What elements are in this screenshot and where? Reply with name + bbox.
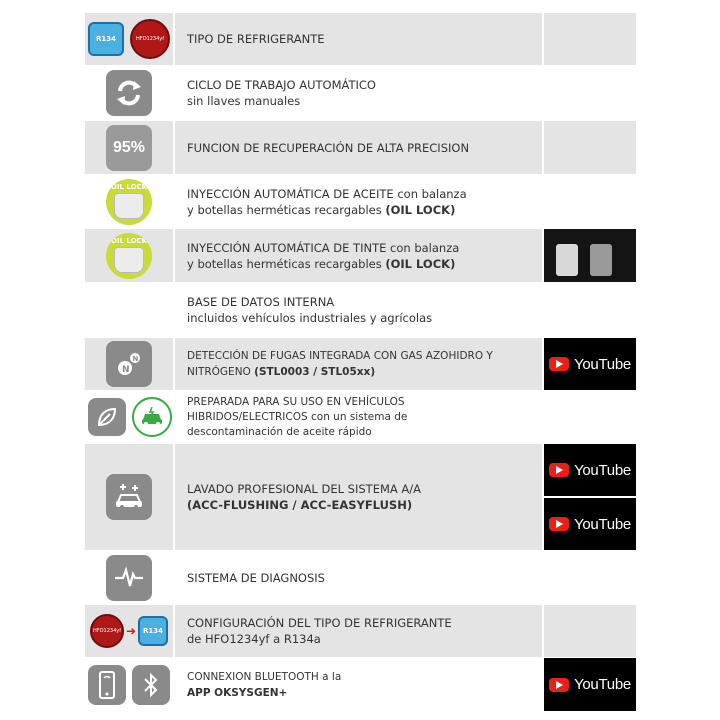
youtube-video-button-2[interactable] <box>544 498 636 550</box>
youtube-label: YouTube <box>574 676 631 693</box>
feature-text <box>175 175 542 228</box>
feature-subtitle-bold: (OIL LOCK) <box>385 202 456 217</box>
feature-title: PREPARADA PARA SU USO EN VEHÍCULOS <box>187 395 405 408</box>
oil-lock-icon <box>106 179 152 225</box>
icon-cell <box>85 338 175 390</box>
feature-text <box>175 444 542 550</box>
feature-text <box>175 605 542 657</box>
heartbeat-diagnosis-icon <box>106 555 152 601</box>
r134-badge-label: R134 <box>95 35 116 43</box>
feature-title: CONNEXION BLUETOOTH a la <box>187 670 342 683</box>
media-cell-video <box>542 338 636 390</box>
feature-text <box>175 229 542 282</box>
media-cell-empty <box>542 13 636 65</box>
icon-cell <box>85 658 175 711</box>
media-cell-videos <box>542 444 636 550</box>
electric-car-icon <box>132 397 172 437</box>
feature-subtitle-text: NITRÓGENO <box>187 366 255 378</box>
smartphone-icon <box>88 665 126 705</box>
feature-subtitle-bold: APP OKSYSGEN+ <box>187 686 288 699</box>
feature-title: SISTEMA DE DIAGNOSIS <box>187 570 325 585</box>
icon-cell <box>85 444 175 550</box>
media-cell-empty <box>542 551 636 604</box>
feature-text <box>175 551 542 604</box>
feature-title: CICLO DE TRABAJO AUTOMÁTICO <box>187 78 376 92</box>
feature-row-refrigerant-type <box>85 13 638 66</box>
feature-row-dye-injection <box>85 229 638 283</box>
features-table <box>85 13 638 712</box>
feature-text <box>175 338 542 390</box>
icon-cell <box>85 391 175 443</box>
feature-title: BASE DE DATOS INTERNA <box>187 295 335 309</box>
feature-subtitle: HIBRIDOS/ELECTRICOS con un sistema de <box>187 410 408 423</box>
feature-row-diagnosis <box>85 551 638 605</box>
youtube-play-icon <box>549 463 569 477</box>
youtube-play-icon <box>549 678 569 692</box>
media-cell-empty <box>542 66 636 120</box>
feature-subtitle-text: y botellas herméticas recargables <box>187 202 386 217</box>
feature-subtitle: descontaminación de aceite rápido <box>187 425 372 438</box>
hfo-badge-icon <box>90 614 124 648</box>
icon-cell <box>85 229 175 282</box>
feature-subtitle <box>187 364 532 380</box>
media-cell-video <box>542 658 636 711</box>
oil-bottle-shape <box>114 193 144 219</box>
feature-subtitle: sin llaves manuales <box>187 94 301 108</box>
bottles-photo[interactable] <box>544 229 636 282</box>
oil-bottle-shape <box>114 247 144 273</box>
refrigerant-icons <box>85 13 175 65</box>
youtube-play-icon <box>549 357 569 371</box>
icon-cell <box>85 121 175 174</box>
svg-text:N: N <box>132 355 139 363</box>
feature-subtitle: incluidos vehículos industriales y agrícolas <box>187 311 433 325</box>
refresh-cycle-icon <box>106 70 152 116</box>
feature-subtitle: de HFO1234yf a R134a <box>187 632 321 646</box>
percent-95-icon <box>106 125 152 171</box>
hfo-badge-label: HFO1234yf <box>135 36 164 42</box>
icon-cell <box>85 175 175 228</box>
oil-lock-icon <box>106 233 152 279</box>
feature-row-refrigerant-config <box>85 605 638 658</box>
icon-cell <box>85 551 175 604</box>
feature-text <box>175 283 542 337</box>
feature-title: TIPO DE REFRIGERANTE <box>187 32 325 46</box>
hfo-badge-icon <box>130 19 170 59</box>
media-cell-empty <box>542 605 636 657</box>
feature-text <box>175 658 542 711</box>
icon-cell <box>85 283 175 337</box>
feature-row-recovery <box>85 121 638 175</box>
feature-row-flushing <box>85 444 638 551</box>
feature-title: LAVADO PROFESIONAL DEL SISTEMA A/A <box>187 482 422 496</box>
feature-title: INYECCIÓN AUTOMÁTICA DE ACEITE con balanza <box>187 186 467 201</box>
youtube-label: YouTube <box>574 515 631 533</box>
feature-title: CONFIGURACIÓN DEL TIPO DE REFRIGERANTE <box>187 616 452 630</box>
feature-text <box>175 391 542 443</box>
media-cell-empty <box>542 121 636 174</box>
feature-row-oil-injection <box>85 175 638 229</box>
feature-title: DETECCIÓN DE FUGAS INTEGRADA CON GAS AZOHIDRO Y <box>187 350 493 362</box>
youtube-play-icon <box>549 517 569 531</box>
r134-badge-label: R134 <box>143 627 164 635</box>
feature-row-database <box>85 283 638 338</box>
feature-row-auto-cycle <box>85 66 638 121</box>
icon-cell <box>85 605 175 657</box>
media-cell-empty <box>542 391 636 443</box>
feature-subtitle-bold: (ACC-FLUSHING / ACC-EASYFLUSH) <box>187 498 413 512</box>
bluetooth-icon <box>132 665 170 705</box>
feature-row-leak-detection <box>85 338 638 391</box>
feature-subtitle <box>187 256 532 272</box>
feature-row-hybrid-electric <box>85 391 638 444</box>
oil-lock-label: OIL LOCK <box>110 182 148 191</box>
youtube-video-button[interactable] <box>544 338 636 390</box>
media-cell-empty <box>542 175 636 228</box>
youtube-video-button-1[interactable] <box>544 444 636 496</box>
clean-car-icon <box>106 474 152 520</box>
percent-95-label: 95% <box>112 138 146 156</box>
r134-badge-icon <box>88 22 124 56</box>
feature-text <box>175 13 542 65</box>
svg-text:N: N <box>122 365 130 375</box>
arrow-right-icon: ➜ <box>125 624 137 638</box>
leaf-icon <box>88 398 126 436</box>
feature-text <box>175 66 542 120</box>
feature-title: FUNCION DE RECUPERACIÓN DE ALTA PRECISION <box>187 140 470 155</box>
media-cell-photo <box>542 229 636 282</box>
youtube-label: YouTube <box>574 355 631 373</box>
r134-badge-icon <box>138 616 168 646</box>
youtube-label: YouTube <box>574 461 631 479</box>
nitrogen-gas-icon <box>106 341 152 387</box>
icon-cell <box>85 66 175 120</box>
oil-lock-label: OIL LOCK <box>110 236 148 245</box>
feature-subtitle <box>187 202 532 218</box>
media-cell-empty <box>542 283 636 337</box>
feature-subtitle-bold: (OIL LOCK) <box>385 256 456 271</box>
feature-text <box>175 121 542 174</box>
youtube-video-button[interactable] <box>544 658 636 711</box>
feature-title: INYECCIÓN AUTOMÁTICA DE TINTE con balanza <box>187 240 460 255</box>
feature-subtitle-text: y botellas herméticas recargables <box>187 256 386 271</box>
hfo-badge-label: HFO1234yf <box>92 628 121 634</box>
feature-row-bluetooth <box>85 658 638 712</box>
feature-subtitle-bold: (STL0003 / STL05xx) <box>254 366 376 378</box>
